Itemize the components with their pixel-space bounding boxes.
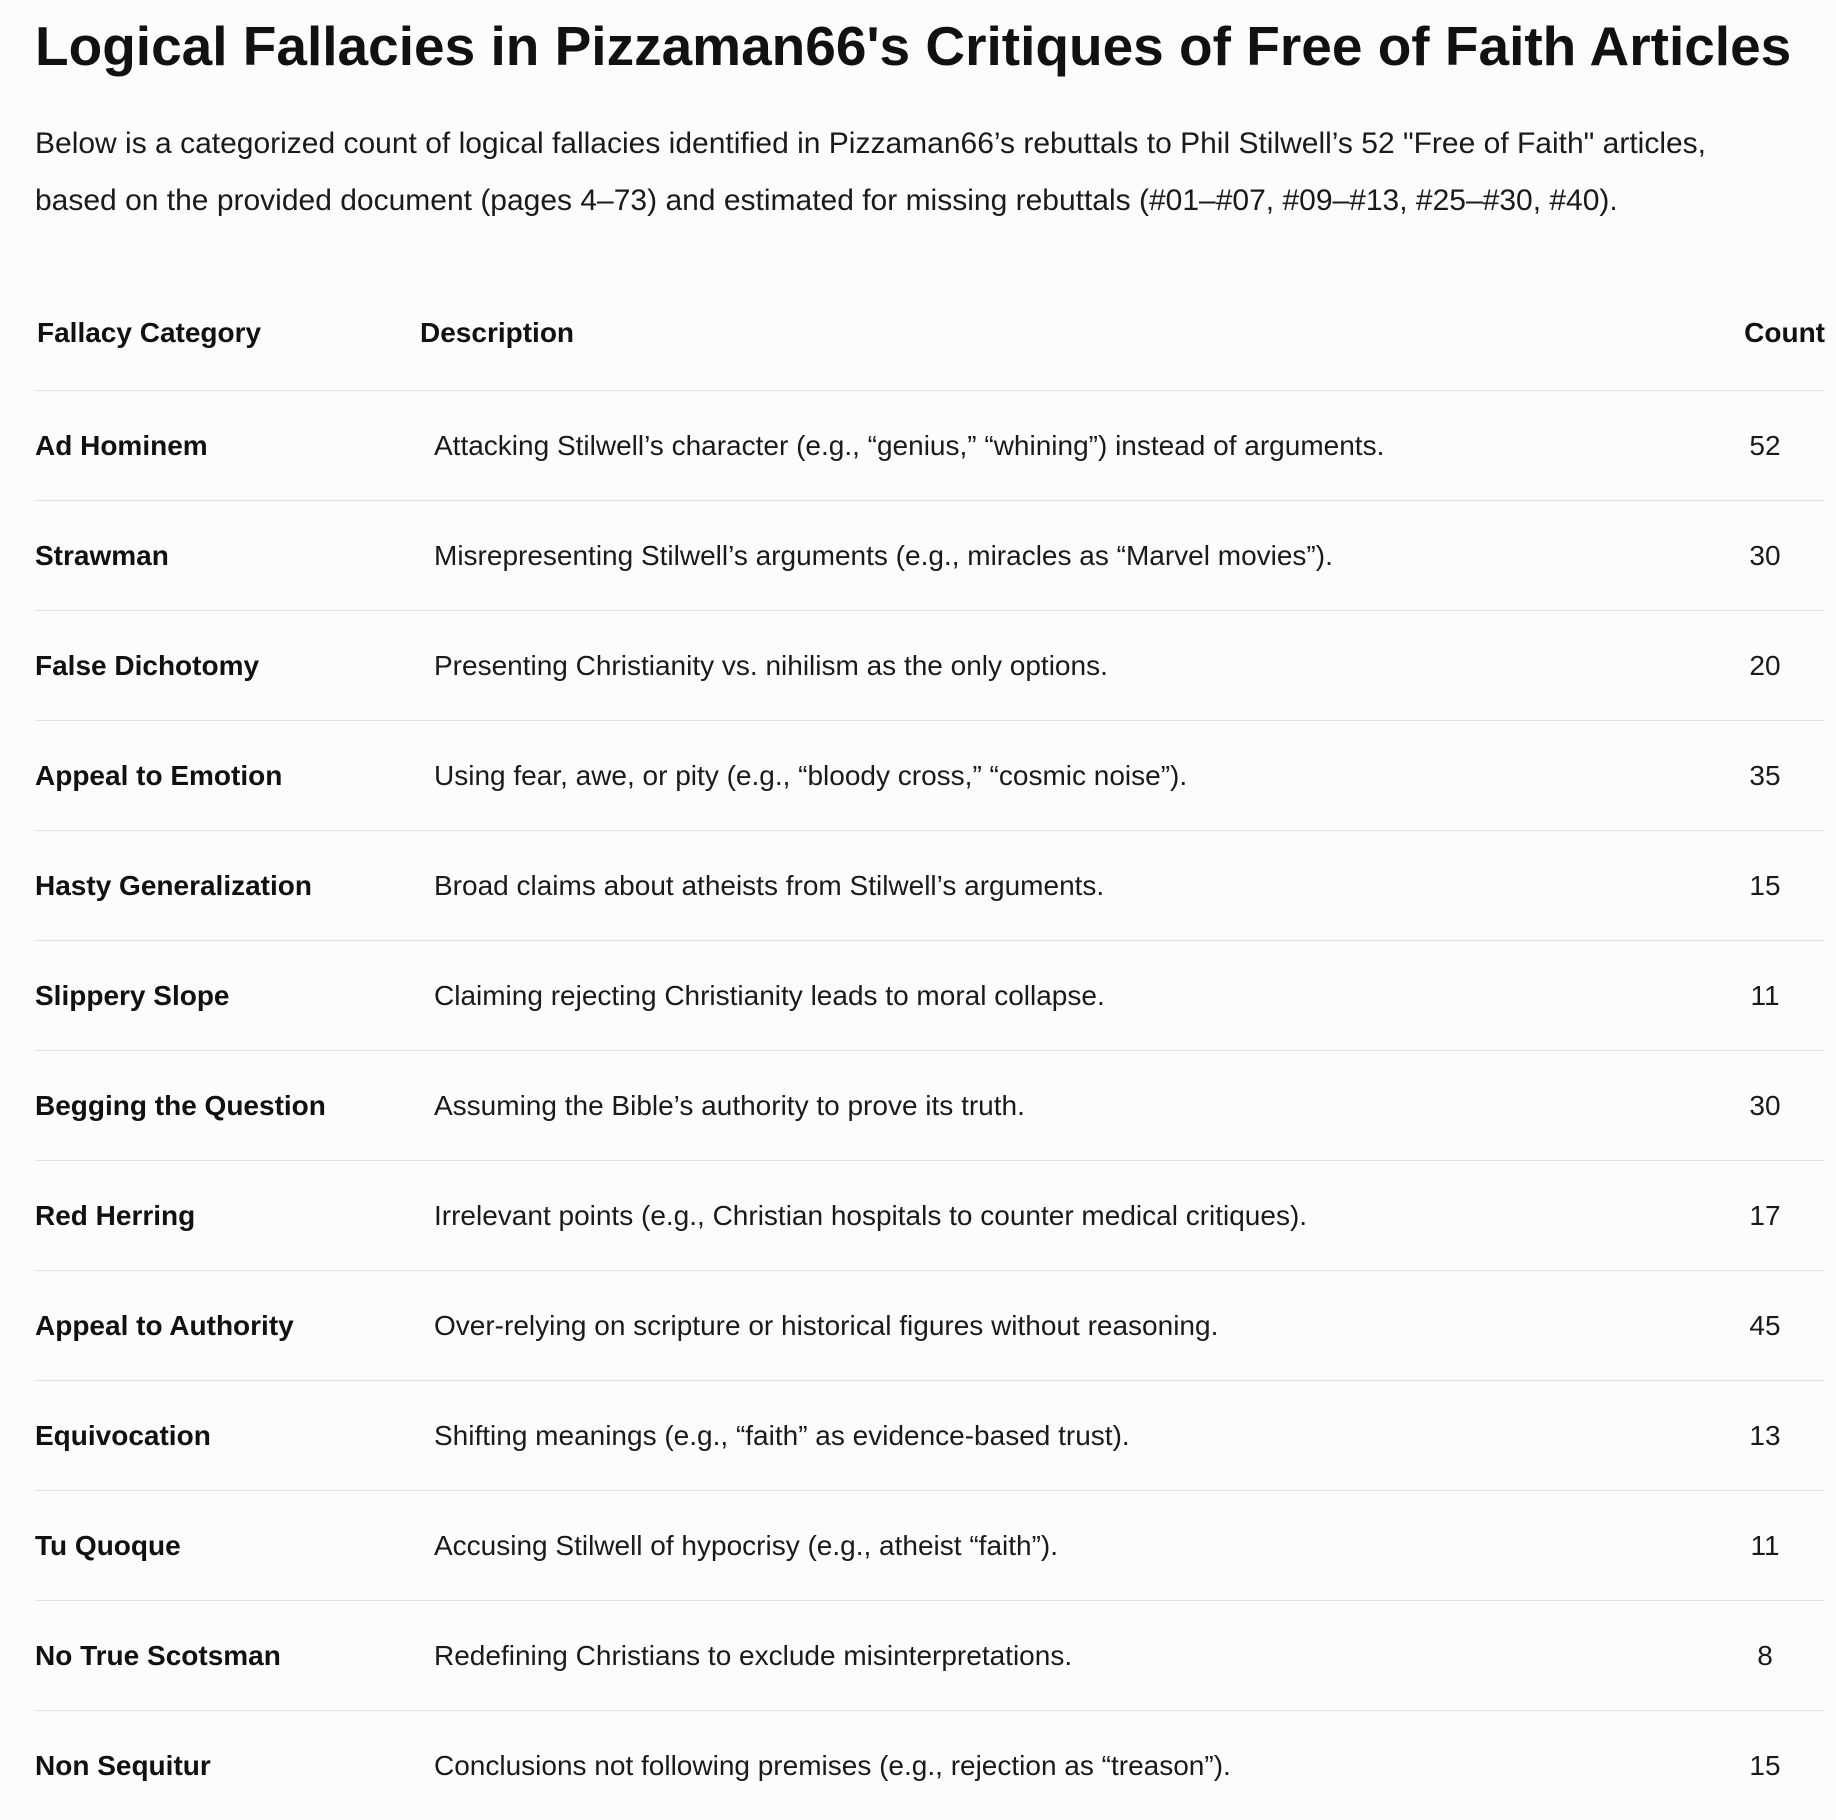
fallacy-category: Equivocation: [35, 1381, 420, 1491]
fallacy-category: Strawman: [35, 501, 420, 611]
fallacy-count-cell: [1735, 1491, 1825, 1601]
fallacy-description: Irrelevant points (e.g., Christian hospitals to counter medical critiques).: [420, 1161, 1735, 1271]
table-row: [35, 831, 1825, 941]
fallacy-count-cell: [1735, 501, 1825, 611]
table-row: [35, 721, 1825, 831]
fallacy-category: No True Scotsman: [35, 1601, 420, 1711]
fallacy-count-cell: [1735, 1601, 1825, 1711]
fallacy-count: 11: [1735, 980, 1795, 1012]
fallacy-category: Non Sequitur: [35, 1711, 420, 1820]
fallacy-category: Slippery Slope: [35, 941, 420, 1051]
fallacy-category: Red Herring: [35, 1161, 420, 1271]
fallacy-count: 11: [1735, 1530, 1795, 1562]
header-row: [35, 305, 1825, 391]
fallacy-count-cell: [1735, 1711, 1825, 1820]
page-title: Logical Fallacies in Pizzaman66's Critiques of Free of Faith Articles: [35, 10, 1791, 82]
table-row: [35, 1051, 1825, 1161]
fallacy-description: Shifting meanings (e.g., “faith” as evidence-based trust).: [420, 1381, 1735, 1491]
table-row: [35, 391, 1825, 501]
fallacy-description: Redefining Christians to exclude misinterpretations.: [420, 1601, 1735, 1711]
fallacy-count: 45: [1735, 1310, 1795, 1342]
table-row: [35, 1271, 1825, 1381]
table-row: [35, 1711, 1825, 1820]
fallacy-description: Misrepresenting Stilwell’s arguments (e.g., miracles as “Marvel movies”).: [420, 501, 1735, 611]
fallacy-description: Conclusions not following premises (e.g., rejection as “treason”).: [420, 1711, 1735, 1820]
fallacy-count-cell: [1735, 721, 1825, 831]
fallacy-count: 15: [1735, 870, 1795, 902]
header-fallacy-category: Fallacy Category: [35, 305, 420, 391]
fallacy-category: False Dichotomy: [35, 611, 420, 721]
table-row: [35, 501, 1825, 611]
fallacy-count: 13: [1735, 1420, 1795, 1452]
header-description: Description: [420, 305, 1735, 391]
fallacy-category: Begging the Question: [35, 1051, 420, 1161]
fallacy-description: Assuming the Bible’s authority to prove its truth.: [420, 1051, 1735, 1161]
fallacy-description: Claiming rejecting Christianity leads to moral collapse.: [420, 941, 1735, 1051]
fallacy-count-cell: [1735, 611, 1825, 721]
table-row: [35, 1381, 1825, 1491]
fallacy-description: Presenting Christianity vs. nihilism as the only options.: [420, 611, 1735, 721]
fallacy-description: Over-relying on scripture or historical figures without reasoning.: [420, 1271, 1735, 1381]
table-row: [35, 941, 1825, 1051]
header-count: Count: [1735, 305, 1825, 391]
fallacy-count-cell: [1735, 1051, 1825, 1161]
fallacy-count-cell: [1735, 391, 1825, 501]
fallacy-count: 35: [1735, 760, 1795, 792]
table-row: [35, 611, 1825, 721]
fallacy-category: Appeal to Authority: [35, 1271, 420, 1381]
fallacy-category: Tu Quoque: [35, 1491, 420, 1601]
table-row: [35, 1161, 1825, 1271]
fallacy-count-cell: [1735, 831, 1825, 941]
fallacy-count-cell: [1735, 1161, 1825, 1271]
table-body: [35, 391, 1825, 1820]
table-row: [35, 1601, 1825, 1711]
table-header: [35, 305, 1825, 391]
fallacy-category: Ad Hominem: [35, 391, 420, 501]
fallacy-count: 17: [1735, 1200, 1795, 1232]
fallacy-description: Broad claims about atheists from Stilwell’s arguments.: [420, 831, 1735, 941]
fallacy-count-cell: [1735, 1271, 1825, 1381]
fallacy-count: 15: [1735, 1750, 1795, 1782]
fallacy-count: 30: [1735, 540, 1795, 572]
fallacy-category: Appeal to Emotion: [35, 721, 420, 831]
fallacy-count: 52: [1735, 430, 1795, 462]
fallacy-count-cell: [1735, 1381, 1825, 1491]
fallacy-table: [35, 305, 1825, 1820]
fallacy-category: Hasty Generalization: [35, 831, 420, 941]
fallacy-count-cell: [1735, 941, 1825, 1051]
fallacy-count: 20: [1735, 650, 1795, 682]
table-row: [35, 1491, 1825, 1601]
fallacy-count: 8: [1735, 1640, 1795, 1672]
fallacy-description: Using fear, awe, or pity (e.g., “bloody cross,” “cosmic noise”).: [420, 721, 1735, 831]
fallacy-description: Attacking Stilwell’s character (e.g., “genius,” “whining”) instead of arguments.: [420, 391, 1735, 501]
intro-paragraph: Below is a categorized count of logical fallacies identified in Pizzaman66’s rebuttals to Phil Stilwell’s 52 "Free of Faith" articles, based on the provided document (pages 4–73) and estimated for missing rebuttals (#01–#07, #09–#13, #25–#30, #40).: [35, 115, 1795, 229]
fallacy-count: 30: [1735, 1090, 1795, 1122]
fallacy-description: Accusing Stilwell of hypocrisy (e.g., atheist “faith”).: [420, 1491, 1735, 1601]
